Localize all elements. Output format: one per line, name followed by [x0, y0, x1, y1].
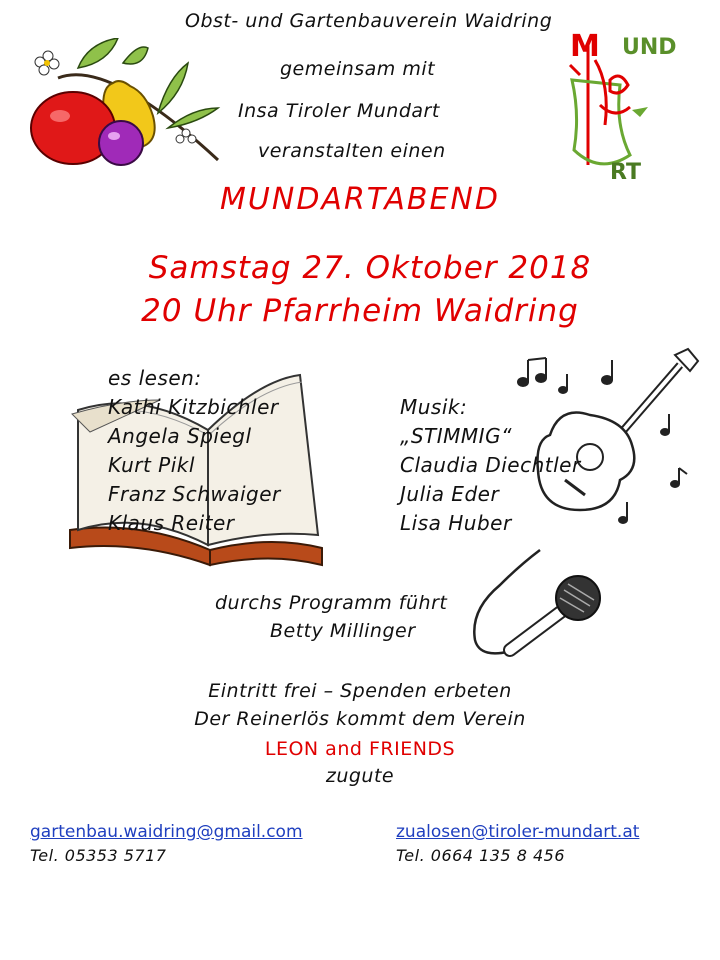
host-label: durchs Programm führt	[215, 592, 448, 614]
event-date: Samstag 27. Oktober 2018	[148, 250, 592, 286]
readers-label: es lesen:	[108, 366, 202, 390]
benefit-line: zugute	[325, 765, 395, 787]
logo-text-top: UND	[622, 35, 677, 60]
host-name: Betty Millinger	[270, 620, 416, 642]
music-name: Claudia Diechtler	[400, 453, 581, 477]
music-name: „STIMMIG“	[400, 424, 512, 448]
logo-text-bottom: RT	[610, 160, 641, 185]
reader-name: Angela Spiegl	[108, 424, 252, 448]
fruit-illustration-icon	[18, 38, 228, 168]
music-name: Lisa Huber	[400, 511, 512, 535]
proceeds-line: Der Reinerlös kommt dem Verein	[194, 708, 526, 730]
music-label: Musik:	[400, 395, 468, 419]
left-phone: Tel. 05353 5717	[30, 846, 167, 865]
reader-name: Klaus Reiter	[108, 511, 235, 535]
event-time-place: 20 Uhr Pfarrheim Waidring	[141, 293, 579, 329]
microphone-icon	[460, 540, 610, 680]
music-block	[400, 393, 581, 538]
present-line: veranstalten einen	[258, 140, 446, 162]
logo-m-letter: M	[570, 29, 600, 64]
reader-name: Kathi Kitzbichler	[108, 395, 279, 419]
partner-line: Insa Tiroler Mundart	[238, 100, 440, 122]
organizer-line: Obst- und Gartenbauverein Waidring	[185, 10, 553, 32]
reader-name: Kurt Pikl	[108, 453, 195, 477]
beneficiary-name: LEON and FRIENDS	[264, 738, 456, 760]
event-title: MUNDARTABEND	[220, 182, 500, 217]
right-phone: Tel. 0664 135 8 456	[396, 846, 565, 865]
music-name: Julia Eder	[400, 482, 500, 506]
cooperation-line: gemeinsam mit	[280, 58, 436, 80]
left-email-link[interactable]: gartenbau.waidring@gmail.com	[30, 822, 303, 842]
right-email-link[interactable]: zualosen@tiroler-mundart.at	[396, 822, 640, 842]
readers-block	[108, 364, 281, 538]
admission-line: Eintritt frei – Spenden erbeten	[208, 680, 512, 702]
reader-name: Franz Schwaiger	[108, 482, 281, 506]
